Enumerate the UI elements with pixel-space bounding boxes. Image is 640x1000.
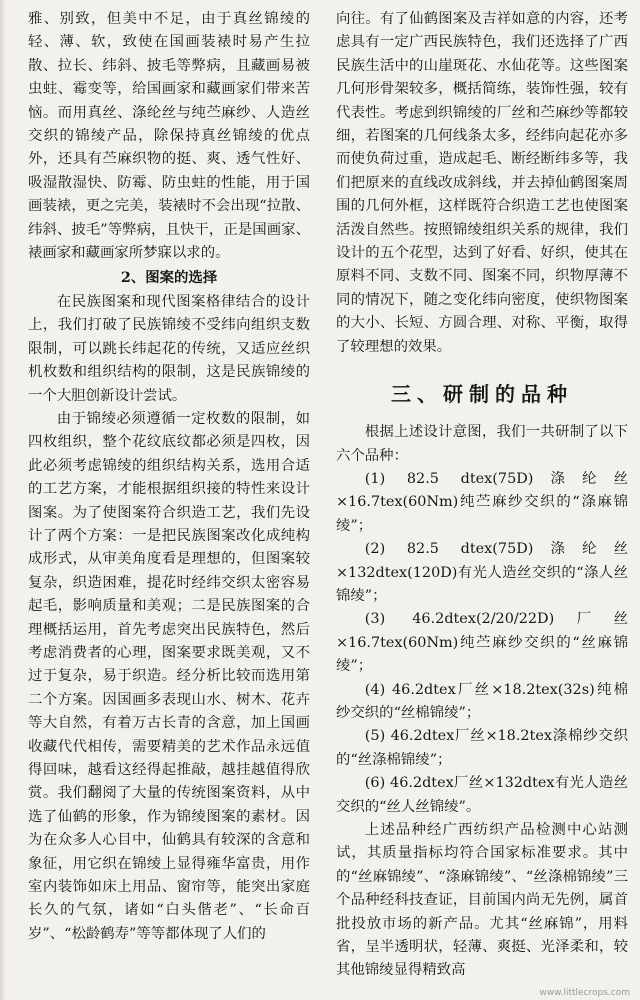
right-paragraph-1: 向往。有了仙鹤图案及吉祥如意的内容，还考虑具有一定广西民族特色，我们还选择了广西民族生活中的山崖斑花、水仙花等。这些图案几何形骨架较多，概括简练，装饰性强，较有代表性。考虑到织锦绫的厂丝和苎麻纱等都较细，若图案的几何线条太多，经纬向起花亦多而使负荷过重，造成起毛、断经断纬多等，我们把原来的直线改成斜线，并去掉仙鹤图案周围的几何外框，这样既符合织造工艺也使图案活泼自然些。按照锦绫组织关系的规律，我们设计的五个花型，达到了好看、好织，使其在原料不同、支数不同、图案不同，织物厚薄不同的情况下，随之变化纬向密度，使织物图案的大小、长短、方圆合理、对称、平衡，取得了较理想的效果。 (336, 11, 628, 355)
sub-heading-pattern-selection: 2、图案的选择 (120, 269, 218, 287)
left-column (28, 8, 310, 990)
two-column-layout (28, 8, 628, 990)
right-paragraph-2: 上述品种经广西纺织产品检测中心站测试，其质量指标均符合国家标准要求。其中的“丝麻锦绫”、“涤麻锦绫”、“丝涤棉锦绫”三个品种经科技查证，目前国内尚无先例，属首批投放市场的新产品。尤其“丝麻锦”，用料省，呈半透明状，轻薄、爽挺、光泽柔和，较其他锦绫显得精致高 (336, 822, 628, 979)
product-item-1: (1) 82.5 dtex(75D)涤纶丝×16.7tex(60Nm)纯苎麻纱交织的“涤麻锦绫”； (336, 470, 628, 534)
left-paragraph-3: 由于锦绫必须遵循一定枚数的限制，如四枚组织，整个花纹底纹都必须是四枚，因此必须考虑锦绫的组织结构关系，选用合适的工艺方案，才能根据组织接的特性来设计图案。为了使图案符合织造工艺，我们先设计了两个方案：一是把民族图案改化成纯构成形式，从审美角度看是理想的，但图案较复杂，织造困难，提花时经纬交织太密容易起毛，影响质量和美观；二是民族图案的合理概括运用，首先考虑突出民族特色，然后考虑消费者的心理，图案要求既美观，又不过于复杂，易于织造。经分析比较而选用第二个方案。因国画多表现山水、树木、花卉等大自然，有着万古长青的含意，加上国画收藏代代相传，需要精美的艺术作品永远值得回味，越看这经得起推敲，越挂越值得欣赏。我们翻阅了大量的传统图案资料，从中选了仙鹤的形象，作为锦绫图案的素材。因为在众多人心目中，仙鹤具有较深的含意和象征，用它织在锦绫上显得雍华富贵，用作室内装饰如床上用品、窗帘等，能突出家庭长久的气氛，诸如“白头偕老”、“长命百岁”、“松龄鹤寿”等等都体现了人们的 (28, 410, 310, 942)
product-item-5: (5) 46.2dtex厂丝×18.2tex涤棉纱交织的“丝涤棉锦绫”； (336, 728, 628, 768)
product-item-4: (4) 46.2dtex厂丝×18.2tex(32s)纯棉纱交织的“丝棉锦绫”； (336, 681, 628, 721)
right-column (336, 8, 628, 990)
scan-edge-shadow (0, 0, 6, 1000)
left-paragraph-2: 在民族图案和现代图案格律结合的设计上，我们打破了民族锦绫不受纬向组织支数限制，可以跳长纬起花的传统，又适应丝织机枚数和组织结构的限制，这是民族锦绫的一个大胆创新设计尝试。 (28, 293, 310, 404)
products-intro: 根据上述设计意图，我们一共研制了以下六个品种： (336, 424, 628, 464)
product-item-6: (6) 46.2dtex厂丝×132dtex有光人造丝交织的“丝人丝锦绫”。 (336, 775, 628, 815)
section-heading-products: 三、研制的品种 (391, 382, 573, 407)
product-item-3: (3) 46.2dtex(2/20/22D)厂丝×16.7tex(60Nm)纯苎麻纱交织的“丝麻锦绫”； (336, 611, 628, 675)
left-paragraph-1: 雅、别致，但美中不足，由于真丝锦绫的轻、薄、软，致使在国画装裱时易产生拉散、拉长、纬斜、披毛等弊病，且藏画易被虫蛀、霉变等，给国画家和藏画家们带来苦恼。而用真丝、涤纶丝与纯苎麻纱、人造丝交织的锦绫产品，除保持真丝锦绫的优点外，还具有苎麻织物的挺、爽、透气性好、吸湿散湿快、防霉、防虫蛀的性能，用于国画装裱，更之完美，装裱时不会出现“拉散、纬斜、披毛”等弊病，且快干，正是国画家、裱画家和藏画家所梦寐以求的。 (28, 11, 310, 262)
product-item-2: (2) 82.5 dtex(75D)涤纶丝×132dtex(120D)有光人造丝交织的“涤人丝锦绫”； (336, 541, 628, 604)
watermark-text: www.littlecrops.com (539, 988, 630, 998)
